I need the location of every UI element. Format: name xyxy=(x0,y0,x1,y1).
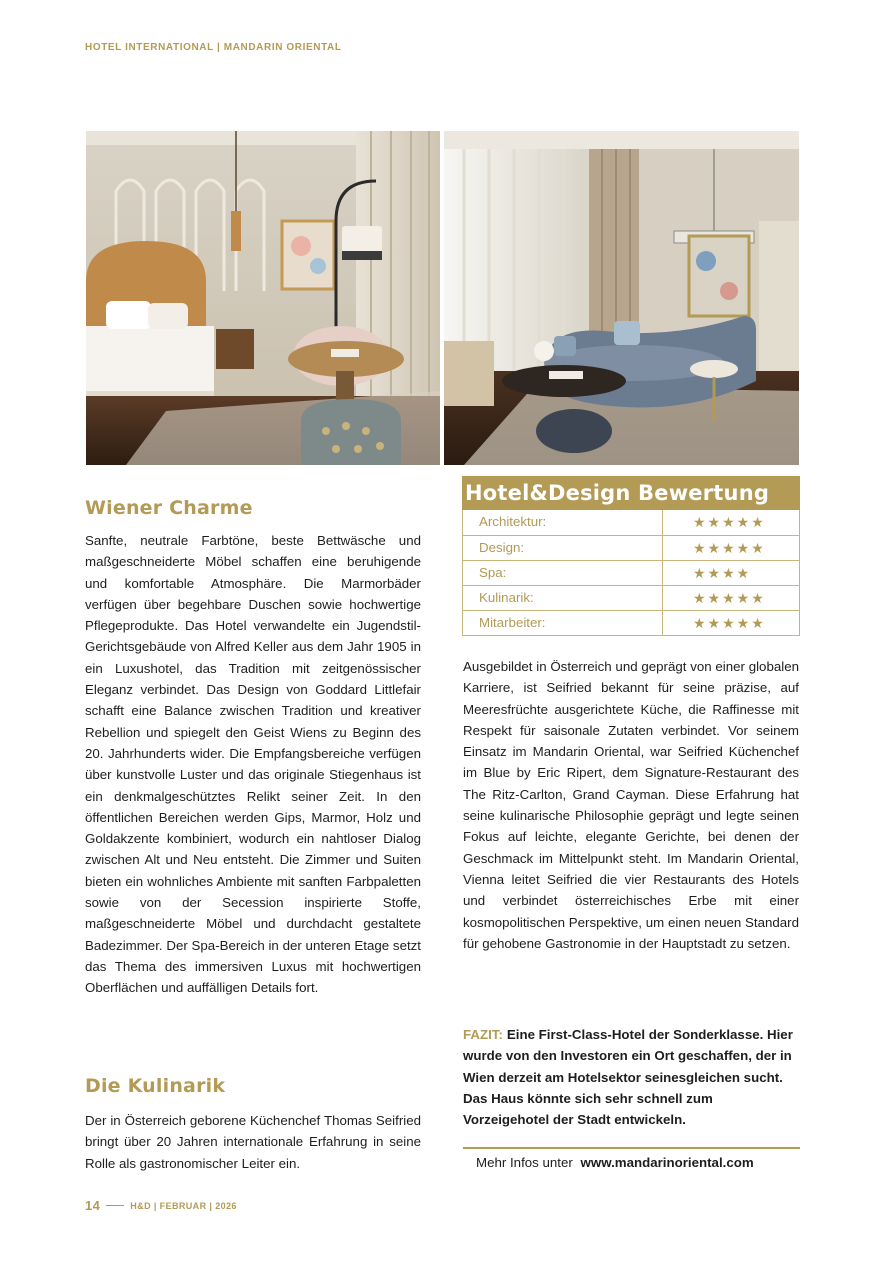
rating-label: Kulinarik: xyxy=(463,586,663,610)
star-rating-icon: ★★★★★ xyxy=(693,514,766,530)
section-body: Der in Österreich geborene Küchenchef Thomas Seifried bringt über 20 Jahren internationale Erfahrung in seine Rolle als gastronomischer Leiter ein. xyxy=(85,1113,421,1171)
rating-label: Design: xyxy=(463,536,663,560)
star-rating-icon: ★★★★★ xyxy=(693,540,766,556)
more-info-label: Mehr Infos unter xyxy=(476,1155,573,1170)
hotel-suite-living-room-photo xyxy=(444,131,799,465)
section-heading: Die Kulinarik xyxy=(85,1075,226,1097)
hotel-bedroom-photo xyxy=(86,131,440,465)
fazit-body: Eine First-Class-Hotel der Sonderklasse. Hier wurde von den Investoren ein Ort geschaffen, der in Wien derzeit am Hotelsektor seinesgleichen sucht. Das Haus könnte sich sehr schnell zum Vorzeigehotel der Stadt entwickeln. xyxy=(463,1027,793,1128)
issue-info: H&D | FEBRUAR | 2026 xyxy=(130,1200,237,1211)
divider xyxy=(463,1147,800,1149)
rating-row-architektur xyxy=(463,510,799,535)
page-footer xyxy=(85,1198,237,1213)
rating-row-design xyxy=(463,535,799,560)
rating-table xyxy=(462,510,800,636)
divider xyxy=(106,1205,124,1206)
kulinarik-continued xyxy=(463,656,799,954)
rating-label: Mitarbeiter: xyxy=(463,611,663,635)
rating-title: Hotel&Design Bewertung xyxy=(462,476,800,510)
fazit xyxy=(463,1024,799,1130)
section-wiener-charme xyxy=(85,497,421,519)
rating-row-kulinarik xyxy=(463,585,799,610)
rating-row-mitarbeiter xyxy=(463,610,799,635)
rating-label: Architektur: xyxy=(463,510,663,535)
section-kulinarik-body xyxy=(85,1110,421,1174)
star-rating-icon: ★★★★★ xyxy=(693,590,766,606)
rating-label: Spa: xyxy=(463,561,663,585)
rating-row-spa xyxy=(463,560,799,585)
fazit-text xyxy=(463,1024,799,1130)
section-heading: Wiener Charme xyxy=(85,497,253,519)
section-wiener-charme-body xyxy=(85,530,421,999)
website-link[interactable]: www.mandarinoriental.com xyxy=(580,1155,754,1170)
section-body: Ausgebildet in Österreich und geprägt von einer globalen Karriere, ist Seifried bekannt für seine präzise, auf Meeresfrüchte ausgerichtete Küche, die Raffinesse mit Respekt für saisonale Zutaten verbindet. Vor seinem Einsatz im Mandarin Oriental, war Seifried Küchenchef im Blue by Eric Ripert, dem Signature-Restaurant des The Ritz-Carlton, Grand Cayman. Diese Erfahrung hat seine kulinarische Philosophie geprägt und legte seinen Fokus auf leichte, elegante Gerichte, bei denen der Geschmack im Mittelpunkt steht. Im Mandarin Oriental, Vienna leitet Seifried die vier Restaurants des Hotels und verbindet österreichisches Erbe mit einer kosmopolitischen Perspektive, um einen neuen Standard für gehobene Gastronomie in der Hauptstadt zu setzen. xyxy=(463,659,799,951)
section-kulinarik xyxy=(85,1075,421,1097)
star-rating-icon: ★★★★★ xyxy=(693,615,766,631)
fazit-label: FAZIT: xyxy=(463,1027,503,1042)
running-head: HOTEL INTERNATIONAL | MANDARIN ORIENTAL xyxy=(85,42,342,53)
rating-box xyxy=(462,476,800,636)
section-body: Sanfte, neutrale Farbtöne, beste Bettwäsche und maßgeschneiderte Möbel schaffen eine beruhigende und komfortable Atmosphäre. Die Marmorbäder verfügen über begehbare Duschen sowie hochwertige Pflegeprodukte. Das Hotel verwandelte ein Jugendstil- Gerichtsgebäude von Alfred Keller aus dem Jahr 1905 in ein Luxushotel, das Tradition mit zeitgenössischer Eleganz verbindet. Das Design von Goddard Littlefair schafft eine Balance zwischen Tradition und kreativer Rebellion und spiegelt den Geist Wiens zu Beginn des 20. Jahrhunderts wider. Die Empfangsbereiche verfügen über kunstvolle Luster und das originale Stiegenhaus ist ein denkmalgeschütztes Relikt seiner Zeit. In den öffentlichen Bereichen werden Gips, Marmor, Holz und Goldakzente kombiniert, wodurch ein nahtloser Dialog zwischen Alt und Neu entsteht. Die Zimmer und Suiten bieten ein wohnliches Ambiente mit sanften Farbpaletten sowie von der Secession inspirierte Stoffe, maßgeschneiderte Möbel und durchdacht gestaltete Badezimmer. Der Spa-Bereich in der unteren Etage setzt das Thema des immersiven Luxus mit hochwertigen Oberflächen und auffälligen Details fort. xyxy=(85,533,421,996)
page-number: 14 xyxy=(85,1198,101,1213)
star-rating-icon: ★★★★ xyxy=(693,565,752,581)
more-info xyxy=(476,1155,754,1170)
